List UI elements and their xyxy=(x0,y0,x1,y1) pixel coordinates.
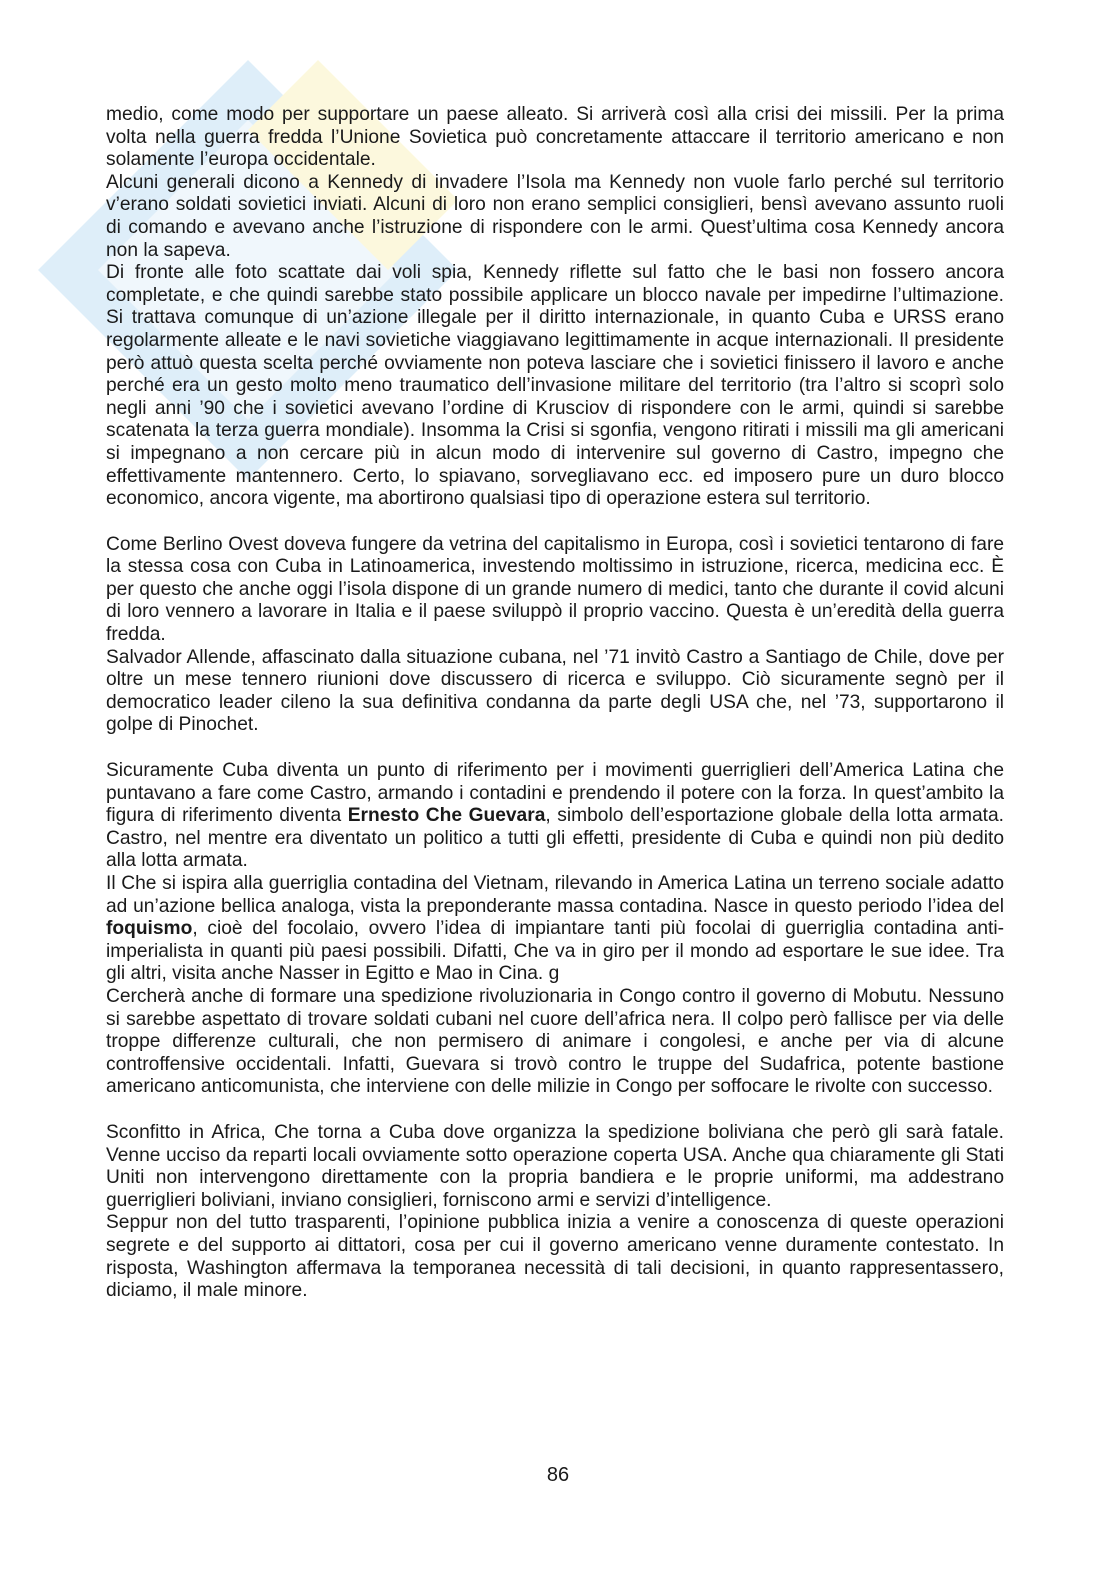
paragraph-spacer xyxy=(106,511,1004,534)
paragraph-text: , simbolo dell’esportazione globale della lotta armata. Castro, nel mentre era diventato un politico a tutti gli effetti, presidente di Cuba e quindi non più dedito alla lotta armata. xyxy=(106,805,1004,872)
paragraph: Di fronte alle foto scattate dai voli spia, Kennedy riflette sul fatto che le basi non fossero ancora completate, e che quindi sarebbe stato possibile applicare un blocco navale per impedirne l’ultimazione. Si trattava comunque di un’azione illegale per il diritto internazionale, in quanto Cuba e URSS erano regolarmente alleate e le navi sovietiche viaggiavano legittimamente in acque internazionali. Il presidente però attuò questa scelta perché ovviamente non poteva lasciare che i sovietici finissero il lavoro e anche perché era un gesto molto meno traumatico dell’invasione militare del territorio (tra l’altro si scoprì solo negli anni ’90 che i sovietici avevano l’ordine di Krusciov di rispondere con le armi, quindi si sarebbe scatenata la terza guerra mondiale). Insomma la Crisi si sgonfia, vengono ritirati i missili ma gli americani si impegnano a non cercare più in alcun modo di intervenire sul governo di Castro, impegno che effettivamente mantennero. Certo, lo spiavano, sorvegliavano ecc. ed imposero pure un duro blocco economico, ancora vigente, ma abortirono qualsiasi tipo di operazione estera sul territorio. xyxy=(106,262,1004,510)
paragraph-spacer xyxy=(106,737,1004,760)
paragraph-text: Il Che si ispira alla guerriglia contadina del Vietnam, rilevando in America Latina un terreno sociale adatto ad un’azione bellica analoga, vista la preponderante massa contadina. Nasce in questo periodo l’idea del xyxy=(106,873,1004,917)
paragraph xyxy=(106,873,1004,986)
paragraph xyxy=(106,760,1004,873)
paragraph: Cercherà anche di formare una spedizione rivoluzionaria in Congo contro il governo di Mobutu. Nessuno si sarebbe aspettato di trovare soldati cubani nel cuore dell’africa nera. Il colpo però fallisce per via delle troppe differenze culturali, che non permisero di animare i congolesi, e anche per via di alcune controffensive occidentali. Infatti, Guevara si trovò contro le truppe del Sudafrica, potente bastione americano anticomunista, che interviene con delle milizie in Congo per soffocare le rivolte con successo. xyxy=(106,985,1004,1098)
paragraph: medio, come modo per supportare un paese alleato. Si arriverà così alla crisi dei missili. Per la prima volta nella guerra fredda l’Unione Sovietica può concretamente attaccare il territorio americano e non solamente l’europa occidentale. xyxy=(106,104,1004,171)
document-body xyxy=(106,104,1004,1303)
paragraph-spacer xyxy=(106,1099,1004,1122)
paragraph: Salvador Allende, affascinato dalla situazione cubana, nel ’71 invitò Castro a Santiago de Chile, dove per oltre un mese tennero riunioni dove discussero di ricerca e sviluppo. Ciò sicuramente segnò per il democratico leader cileno la sua definitiva condanna da parte degli USA che, nel ’73, supportarono il golpe di Pinochet. xyxy=(106,646,1004,736)
page-number: 86 xyxy=(546,1464,570,1486)
paragraph: Alcuni generali dicono a Kennedy di invadere l’Isola ma Kennedy non vuole farlo perché sul territorio v’erano soldati sovietici inviati. Alcuni di loro non erano semplici consiglieri, bensì avevano assunto ruoli di comando e avevano anche l’istruzione di rispondere con le armi. Quest’ultima cosa Kennedy ancora non la sapeva. xyxy=(106,171,1004,261)
paragraph-text: , cioè del focolaio, ovvero l’idea di impiantare tanti più focolai di guerriglia contadina anti-imperialista in quanti più paesi possibili. Difatti, Che va in giro per il mondo ad esportare le sue idee. Tra gli altri, visita anche Nasser in Egitto e Mao in Cina. g xyxy=(106,918,1004,985)
paragraph: Come Berlino Ovest doveva fungere da vetrina del capitalismo in Europa, così i sovietici tentarono di fare la stessa cosa con Cuba in Latinoamerica, investendo moltissimo in istruzione, ricerca, medicina ecc. È per questo che anche oggi l’isola dispone di un grande numero di medici, tanto che durante il covid alcuni di loro vennero a lavorare in Italia e il paese sviluppò il proprio vaccino. Questa è un’eredità della guerra fredda. xyxy=(106,533,1004,646)
paragraph: Sconfitto in Africa, Che torna a Cuba dove organizza la spedizione boliviana che però gli sarà fatale. Venne ucciso da reparti locali ovviamente sotto operazione coperta USA. Anche qua chiaramente gli Stati Uniti non intervengono direttamente con la propria bandiera e le proprie uniformi, ma addestrano guerriglieri boliviani, inviano consiglieri, forniscono armi e servizi d’intelligence. xyxy=(106,1121,1004,1211)
bold-term: Ernesto Che Guevara xyxy=(347,805,546,827)
paragraph-text: Sicuramente Cuba diventa un punto di riferimento per i movimenti guerriglieri dell’America Latina che puntavano a fare come Castro, armando i contadini e prendendo il potere con la forza. In quest’ambito la figura di riferimento diventa xyxy=(106,760,1004,827)
paragraph: Seppur non del tutto trasparenti, l’opinione pubblica inizia a venire a conoscenza di queste operazioni segrete e del supporto ai dittatori, cosa per cui il governo americano venne duramente contestato. In risposta, Washington affermava la temporanea necessità di tali decisioni, in quanto rappresentassero, diciamo, il male minore. xyxy=(106,1212,1004,1302)
bold-term: foquismo xyxy=(106,918,193,940)
